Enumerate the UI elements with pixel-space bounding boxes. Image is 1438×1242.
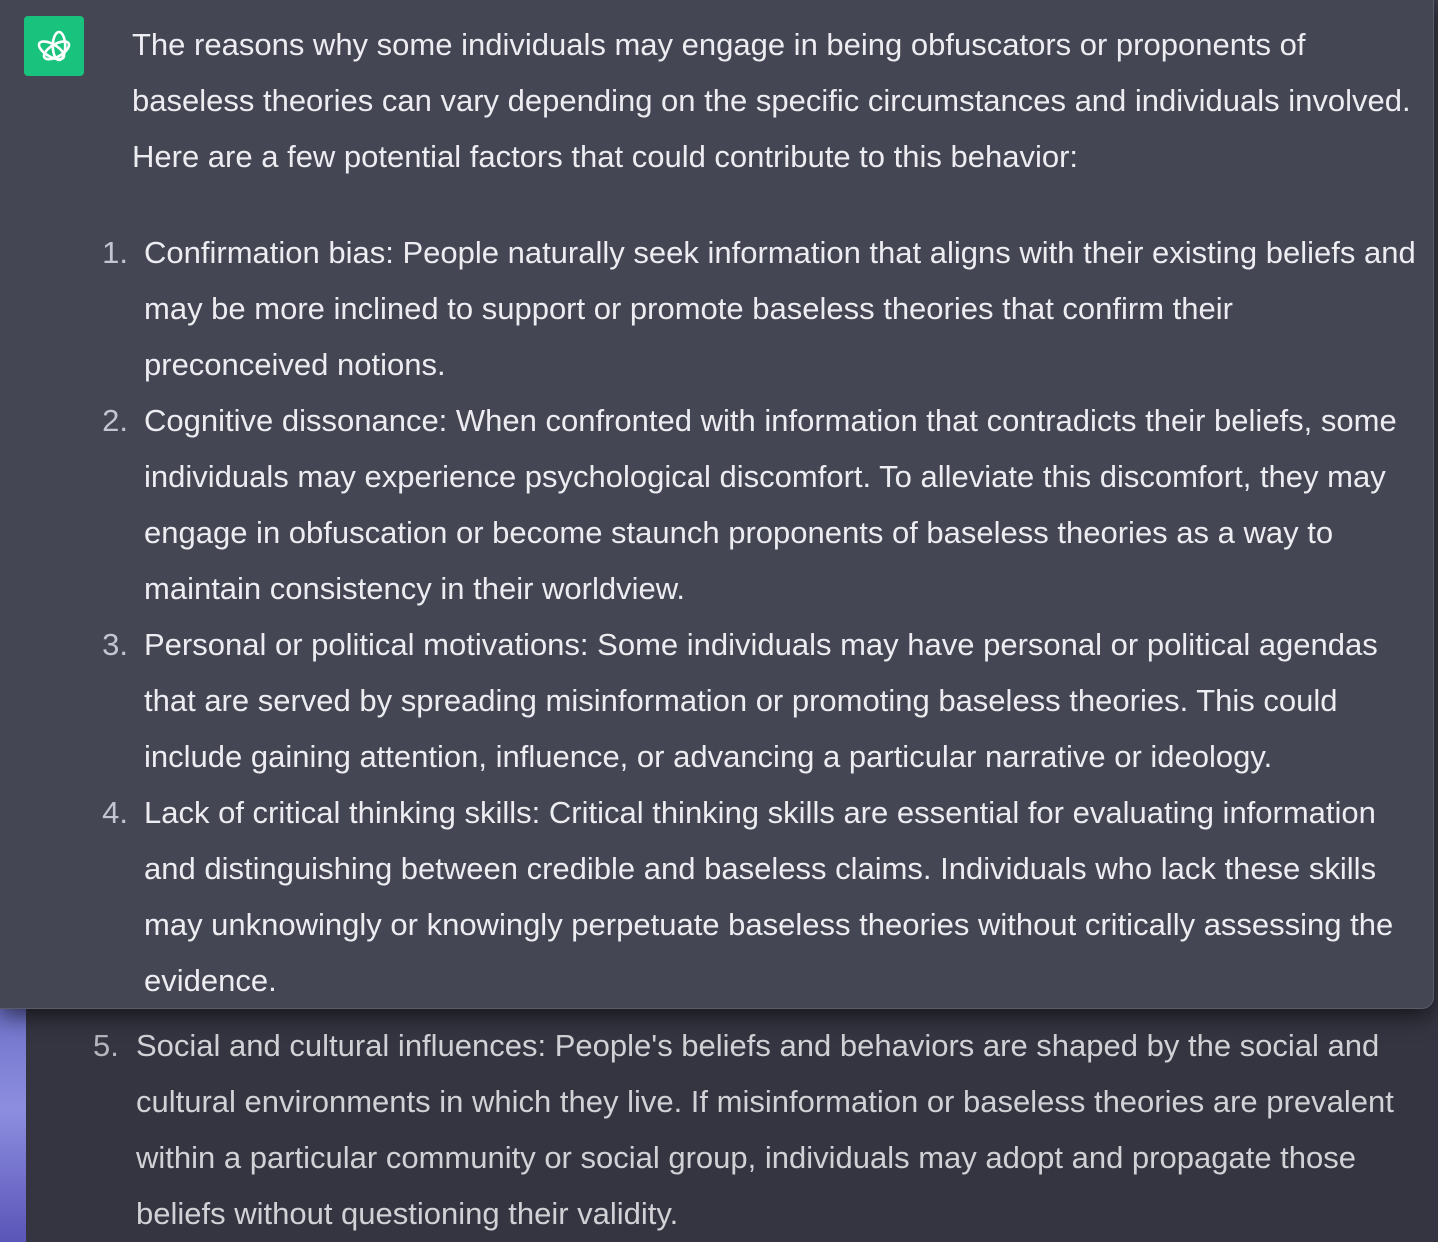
openai-logo-icon: [33, 25, 75, 67]
background-list: [26, 1018, 1438, 1242]
list-item-1: [0, 225, 1433, 393]
desktop-background: [0, 1000, 26, 1242]
list-number: 1.: [102, 235, 128, 270]
list-text: Cognitive dissonance: When confronted with information that contradicts their beliefs, some individuals may experience psychological discomfort. To alleviate this discomfort, they may engage in obfuscation or become staunch proponents of baseless theories as a way to maintain consistency in their worldview.: [144, 403, 1397, 606]
list-item-5: [26, 1018, 1438, 1242]
list-text: Lack of critical thinking skills: Critical thinking skills are essential for evaluating information and distinguishing between credible and baseless claims. Individuals who lack these skills may unknowingly or knowingly perpetuate baseless theories without critically assessing the evidence.: [144, 795, 1394, 998]
list-number: 5.: [93, 1028, 119, 1063]
list-text: Personal or political motivations: Some individuals may have personal or political agendas that are served by spreading misinformation or promoting baseless theories. This could include gaining attention, influence, or advancing a particular narrative or ideology.: [144, 627, 1378, 774]
message-intro: The reasons why some individuals may engage in being obfuscators or proponents of baseless theories can vary depending on the specific circumstances and individuals involved. Here are a few potential factors that could contribute to this behavior:: [132, 27, 1411, 174]
background-chat-window: [26, 1000, 1438, 1242]
list-text: Social and cultural influences: People's beliefs and behaviors are shaped by the social and cultural environments in which they live. If misinformation or baseless theories are prevalent within a particular community or social group, individuals may adopt and propagate those beliefs without questioning their validity.: [136, 1028, 1394, 1231]
list-number: 3.: [102, 627, 128, 662]
list-item-3: [0, 617, 1433, 785]
list-number: 4.: [102, 795, 128, 830]
list-number: 2.: [102, 403, 128, 438]
list-item-4: [0, 785, 1433, 1009]
assistant-avatar: [24, 16, 84, 76]
factor-list: [0, 225, 1433, 1009]
list-item-2: [0, 393, 1433, 617]
list-text: Confirmation bias: People naturally seek information that aligns with their existing beliefs and may be more inclined to support or promote baseless theories that confirm their preconceived notions.: [144, 235, 1416, 382]
